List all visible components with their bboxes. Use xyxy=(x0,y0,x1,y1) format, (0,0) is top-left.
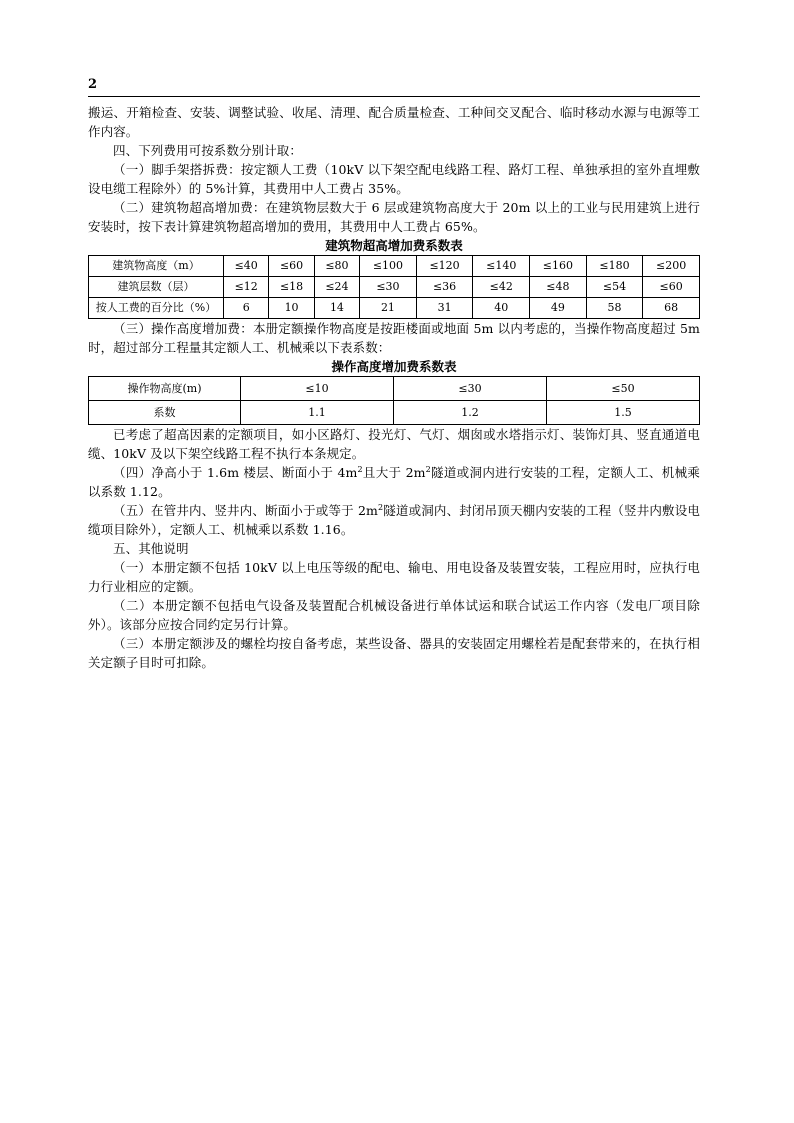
text-run: 且大于 2m xyxy=(362,465,426,480)
table-cell: 49 xyxy=(530,298,587,319)
paragraph: 搬运、开箱检查、安装、调整试验、收尾、清理、配合质量检查、工种间交叉配合、临时移动水源与电源等工作内容。 xyxy=(88,105,700,139)
table-cell: ≤18 xyxy=(269,277,314,298)
section-b xyxy=(88,319,700,357)
table-cell: ≤180 xyxy=(586,256,643,277)
table-cell: ≤160 xyxy=(530,256,587,277)
superscript: 2 xyxy=(357,464,363,474)
table-cell: ≤24 xyxy=(314,277,359,298)
table-cell: 68 xyxy=(643,298,700,319)
table-row xyxy=(89,277,700,298)
table-cell: ≤48 xyxy=(530,277,587,298)
table-row xyxy=(89,256,700,277)
table-cell: ≤140 xyxy=(473,256,530,277)
table-cell: ≤60 xyxy=(643,277,700,298)
paragraph: 五、其他说明 xyxy=(113,541,189,556)
table-cell: ≤40 xyxy=(224,256,269,277)
table-cell: ≤54 xyxy=(586,277,643,298)
section-d xyxy=(88,539,700,672)
table-cell: 1.1 xyxy=(241,401,394,425)
table-cell: ≤100 xyxy=(360,256,417,277)
page-number: 2 xyxy=(88,77,98,92)
operation-height-table xyxy=(88,376,700,425)
table-row xyxy=(89,377,700,401)
table-cell: 6 xyxy=(224,298,269,319)
table-cell: ≤36 xyxy=(416,277,473,298)
table2-caption: 操作高度增加费系数表 xyxy=(331,359,457,374)
table-row xyxy=(89,401,700,425)
table-cell: ≤60 xyxy=(269,256,314,277)
paragraph-shaft xyxy=(88,501,700,539)
text-run: （四）净高小于 1.6m 楼层、断面小于 4m xyxy=(113,465,358,480)
height-surcharge-table xyxy=(88,255,700,319)
table-cell: 58 xyxy=(586,298,643,319)
text-run: 隧道或洞内进行安装的工程，定额人工、机械乘以系数 1.12。 xyxy=(88,465,700,499)
paragraph: 已考虑了超高因素的定额项目，如小区路灯、投光灯、气灯、烟囱或水塔指示灯、装饰灯具、竖直通道电缆、10kV 及以下架空线路工程不执行本条规定。 xyxy=(88,427,700,461)
paragraph: （一）本册定额不包括 10kV 以上电压等级的配电、输电、用电设备及装置安装，工程应用时，应执行电力行业相应的定额。 xyxy=(88,560,700,594)
table-cell: ≤200 xyxy=(643,256,700,277)
paragraph: （二）建筑物超高增加费：在建筑物层数大于 6 层或建筑物高度大于 20m 以上的工业与民用建筑上进行安装时，按下表计算建筑物超高增加的费用，其费用中人工费占 65%。 xyxy=(88,200,700,234)
table-cell: ≤12 xyxy=(224,277,269,298)
table-cell: ≤80 xyxy=(314,256,359,277)
table-cell: 按人工费的百分比（%） xyxy=(89,298,224,319)
table-cell: 建筑物高度（m） xyxy=(89,256,224,277)
table-cell: 1.2 xyxy=(394,401,547,425)
table-cell: ≤10 xyxy=(241,377,394,401)
table-cell: 31 xyxy=(416,298,473,319)
table1-caption: 建筑物超高增加费系数表 xyxy=(325,238,463,253)
document-page xyxy=(88,76,700,672)
section-c xyxy=(88,425,700,539)
paragraph: （一）脚手架搭拆费：按定额人工费（10kV 以下架空配电线路工程、路灯工程、单独承担的室外直埋敷设电缆工程除外）的 5%计算，其费用中人工费占 35%。 xyxy=(88,162,700,196)
text-run: 隧道或洞内、封闭吊顶天棚内安装的工程（竖井内敷设电缆项目除外），定额人工、机械乘以系数 1.16。 xyxy=(88,503,700,537)
table-cell: ≤42 xyxy=(473,277,530,298)
section-a xyxy=(88,103,700,236)
paragraph: 四、下列费用可按系数分别计取： xyxy=(113,143,303,158)
paragraph: （三）本册定额涉及的螺栓均按自备考虑，某些设备、器具的安装固定用螺栓若是配套带来的，在执行相关定额子目时可扣除。 xyxy=(88,636,700,670)
table-cell: 操作物高度(m) xyxy=(89,377,241,401)
table-cell: ≤50 xyxy=(547,377,700,401)
table-cell: 系数 xyxy=(89,401,241,425)
table-cell: ≤120 xyxy=(416,256,473,277)
header-rule xyxy=(88,96,700,97)
table-cell: 建筑层数（层） xyxy=(89,277,224,298)
text-run: （五）在管井内、竖井内、断面小于或等于 2m xyxy=(113,503,378,518)
table-cell: 10 xyxy=(269,298,314,319)
superscript: 2 xyxy=(377,502,384,512)
table-cell: 1.5 xyxy=(547,401,700,425)
table-cell: 14 xyxy=(314,298,359,319)
table-cell: 40 xyxy=(473,298,530,319)
superscript: 2 xyxy=(425,464,431,474)
paragraph: （三）操作高度增加费：本册定额操作物高度是按距楼面或地面 5m 以内考虑的，当操作物高度超过 5m 时，超过部分工程量其定额人工、机械乘以下表系数： xyxy=(88,321,700,355)
table-cell: ≤30 xyxy=(394,377,547,401)
table-cell: ≤30 xyxy=(360,277,417,298)
table-cell: 21 xyxy=(360,298,417,319)
paragraph: （二）本册定额不包括电气设备及装置配合机械设备进行单体试运和联合试运工作内容（发电厂项目除外）。该部分应按合同约定另行计算。 xyxy=(88,598,700,632)
table-row xyxy=(89,298,700,319)
paragraph-clear-height xyxy=(88,463,700,501)
